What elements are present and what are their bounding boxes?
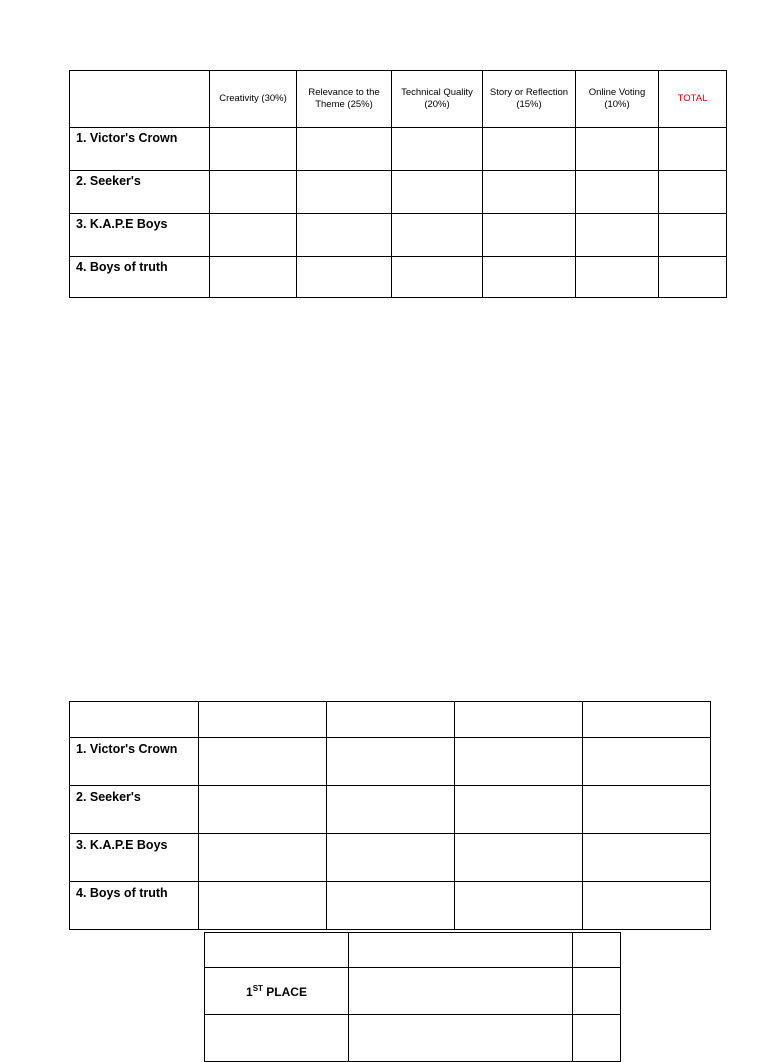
team-name: 3. K.A.P.E Boys xyxy=(70,214,210,257)
score-cell xyxy=(576,214,659,257)
score-cell xyxy=(455,738,583,786)
score-cell xyxy=(327,786,455,834)
table-row xyxy=(70,738,711,786)
header-cell-blank xyxy=(70,71,210,128)
table-row xyxy=(70,171,727,214)
header-cell xyxy=(349,933,573,968)
score-cell xyxy=(455,882,583,930)
total-cell xyxy=(659,214,727,257)
header-total: TOTAL xyxy=(659,71,727,128)
score-cell xyxy=(327,834,455,882)
first-place-number: 1 xyxy=(246,984,253,999)
table-row xyxy=(70,882,711,930)
second-score-table xyxy=(69,701,711,930)
placing-table xyxy=(204,932,621,1062)
first-place-word: PLACE xyxy=(262,984,307,999)
score-cell xyxy=(327,738,455,786)
score-cell xyxy=(455,786,583,834)
score-cell xyxy=(210,257,297,298)
score-cell xyxy=(297,128,392,171)
total-cell xyxy=(659,257,727,298)
score-cell xyxy=(199,786,327,834)
score-cell xyxy=(483,128,576,171)
team-name: 4. Boys of truth xyxy=(70,257,210,298)
score-cell xyxy=(210,128,297,171)
score-cell xyxy=(297,214,392,257)
score-table xyxy=(69,70,727,298)
winner-score-cell xyxy=(573,968,621,1015)
second-table-header xyxy=(70,702,711,738)
score-cell xyxy=(392,128,483,171)
score-cell xyxy=(392,214,483,257)
score-cell xyxy=(583,834,711,882)
table-row xyxy=(70,214,727,257)
score-cell xyxy=(210,171,297,214)
score-cell xyxy=(392,171,483,214)
score-cell xyxy=(455,834,583,882)
score-cell xyxy=(583,786,711,834)
table-row xyxy=(70,834,711,882)
header-cell xyxy=(583,702,711,738)
score-cell xyxy=(199,882,327,930)
header-technical-quality: Technical Quality (20%) xyxy=(392,71,483,128)
score-cell xyxy=(576,257,659,298)
score-cell xyxy=(483,257,576,298)
score-cell xyxy=(199,834,327,882)
score-cell xyxy=(483,214,576,257)
score-cell xyxy=(583,738,711,786)
score-cell xyxy=(210,214,297,257)
header-creativity: Creativity (30%) xyxy=(210,71,297,128)
winner-cell xyxy=(349,1015,573,1062)
score-cell xyxy=(297,171,392,214)
total-cell xyxy=(659,128,727,171)
placing-table-header xyxy=(205,933,621,968)
team-name: 1. Victor's Crown xyxy=(70,738,199,786)
score-cell xyxy=(583,882,711,930)
score-cell xyxy=(392,257,483,298)
table-row xyxy=(70,128,727,171)
winner-score-cell xyxy=(573,1015,621,1062)
total-cell xyxy=(659,171,727,214)
winner-cell xyxy=(349,968,573,1015)
header-cell xyxy=(205,933,349,968)
header-story: Story or Reflection (15%) xyxy=(483,71,576,128)
first-place-label xyxy=(205,968,349,1015)
table-row xyxy=(205,968,621,1015)
header-cell xyxy=(573,933,621,968)
team-name: 2. Seeker's xyxy=(70,786,199,834)
team-name: 3. K.A.P.E Boys xyxy=(70,834,199,882)
table-row xyxy=(70,257,727,298)
score-cell xyxy=(199,738,327,786)
score-cell xyxy=(327,882,455,930)
team-name: 4. Boys of truth xyxy=(70,882,199,930)
header-relevance: Relevance to the Theme (25%) xyxy=(297,71,392,128)
team-name: 2. Seeker's xyxy=(70,171,210,214)
score-cell xyxy=(297,257,392,298)
header-cell xyxy=(70,702,199,738)
table-row xyxy=(70,786,711,834)
first-place-suffix: ST xyxy=(252,983,263,993)
header-cell xyxy=(199,702,327,738)
score-cell xyxy=(576,171,659,214)
team-name: 1. Victor's Crown xyxy=(70,128,210,171)
table-row xyxy=(205,1015,621,1062)
header-cell xyxy=(455,702,583,738)
place-cell xyxy=(205,1015,349,1062)
score-cell xyxy=(576,128,659,171)
header-online-voting: Online Voting (10%) xyxy=(576,71,659,128)
score-table-header xyxy=(70,71,727,128)
score-cell xyxy=(483,171,576,214)
header-cell xyxy=(327,702,455,738)
